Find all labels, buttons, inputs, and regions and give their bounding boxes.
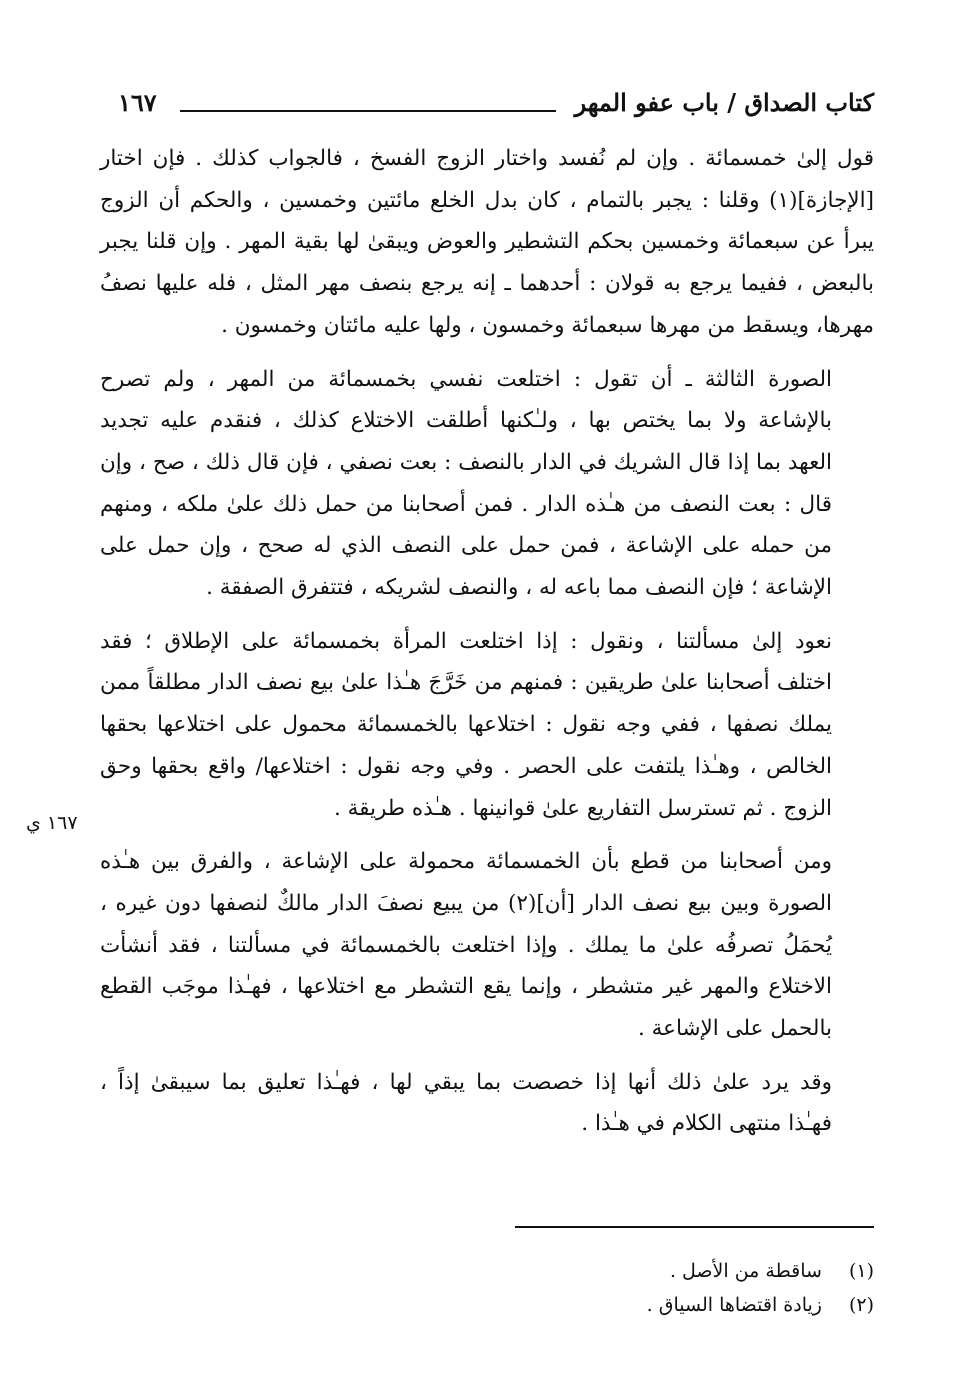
text-line: الزوج . ثم تسترسل التفاريع علىٰ قوانينها . هـٰذه طريقة . xyxy=(333,795,832,821)
text-line: وقد يرد علىٰ ذلك أنها إذا خصصت بما يبقي لها ، فهـٰذا تعليق بما سيبقىٰ إذاً ، xyxy=(100,1069,832,1095)
paragraph-3 xyxy=(100,621,874,830)
header-rule xyxy=(180,110,556,112)
text-line: قول إلىٰ خمسمائة . وإن لم نُفسد واختار الزوج الفسخ ، فالجواب كذلك . فإن اختار xyxy=(100,146,874,171)
text-line: الصورة وبين بيع نصف الدار [أن](٢) من يبيع نصفَ الدار مالكٌ لنصفها دون غيره ، xyxy=(100,890,832,916)
page-number: ١٦٧ xyxy=(118,88,157,117)
footnote-number: (٢) xyxy=(848,1294,874,1316)
footnote-1 xyxy=(374,1254,874,1288)
text-line: بالإشاعة ولا بما يختص بها ، ولـٰكنها أطلقت الاختلاع كذلك ، فنقدم عليه تجديد xyxy=(100,408,832,434)
text-line: من حمله على الإشاعة ، فمن حمل على النصف الذي له صحح ، وإن حمل على xyxy=(100,533,832,559)
text-line: الخالص ، وهـٰذا يلتفت على الحصر . وفي وجه نقول : اختلاعها/ واقع بحقها وحق xyxy=(100,753,832,779)
text-line: يملك نصفها ، ففي وجه نقول : اختلاعها بالخمسمائة محمول على اختلاعها بحقها xyxy=(100,712,832,738)
text-line: العهد بما إذا قال الشريك في الدار بالنصف : بعت نصفي ، فإن قال ذلك ، صح ، وإن xyxy=(100,449,832,475)
text-line: يُحمَلُ تصرفُه علىٰ ما يملك . وإذا اختلعت بالخمسمائة في مسألتنا ، فقد أنشأت xyxy=(100,932,832,958)
body-text xyxy=(100,138,874,1145)
paragraph-2 xyxy=(100,359,874,609)
footnote-text: زيادة اقتضاها السياق . xyxy=(646,1294,822,1316)
text-line: نعود إلىٰ مسألتنا ، ونقول : إذا اختلعت المرأة بخمسمائة على الإطلاق ؛ فقد xyxy=(100,628,832,654)
paragraph-4 xyxy=(100,841,874,1050)
footnote-2 xyxy=(374,1288,874,1322)
text-line: قال : بعت النصف من هـٰذه الدار . فمن أصحابنا من حمل ذلك علىٰ ملكه ، ومنهم xyxy=(100,491,832,517)
text-line: الإشاعة ؛ فإن النصف مما باعه له ، والنصف لشريكه ، فتتفرق الصفقة . xyxy=(206,575,832,601)
text-line: فهـٰذا منتهى الكلام في هـٰذا . xyxy=(581,1111,832,1137)
header-title: كتاب الصداق / باب عفو المهر xyxy=(574,88,874,117)
text-line: بالبعض ، ففيما يرجع به قولان : أحدهما ـ إنه يرجع بنصف مهر المثل ، فله عليها نصفُ xyxy=(100,271,874,297)
text-line: بالحمل على الإشاعة . xyxy=(637,1016,832,1042)
text-line: الاختلاع والمهر غير متشطر ، وإنما يقع التشطر مع اختلاعها ، فهـٰذا موجَب القطع xyxy=(100,974,832,1000)
footnote-number: (١) xyxy=(848,1260,874,1282)
text-line: يبرأ عن سبعمائة وخمسين بحكم التشطير والعوض ويبقىٰ لها بقية المهر . وإن قلنا يجبر xyxy=(100,229,874,255)
text-line: الصورة الثالثة ـ أن تقول : اختلعت نفسي بخمسمائة من المهر ، ولم تصرح xyxy=(100,366,832,392)
text-line: مهرها، ويسقط من مهرها سبعمائة وخمسون ، ولها عليه مائتان وخمسون . xyxy=(221,312,874,338)
paragraph-1 xyxy=(100,138,874,347)
footnotes xyxy=(374,1254,874,1322)
paragraph-5 xyxy=(100,1062,874,1145)
footnote-text: ساقطة من الأصل . xyxy=(669,1260,822,1282)
text-line: [الإجازة](١) وقلنا : يجبر بالتمام ، كان بدل الخلع مائتين وخمسين ، والحكم أن الزوج xyxy=(100,187,874,213)
margin-folio-note: ١٦٧ ي xyxy=(26,812,78,834)
text-line: اختلف أصحابنا علىٰ طريقين : فمنهم من خَرَّجَ هـٰذا علىٰ بيع نصف الدار مطلقاً ممن xyxy=(100,670,832,696)
footnote-rule xyxy=(515,1226,874,1228)
text-line: ومن أصحابنا من قطع بأن الخمسمائة محمولة على الإشاعة ، والفرق بين هـٰذه xyxy=(100,849,832,875)
running-header xyxy=(118,88,874,122)
